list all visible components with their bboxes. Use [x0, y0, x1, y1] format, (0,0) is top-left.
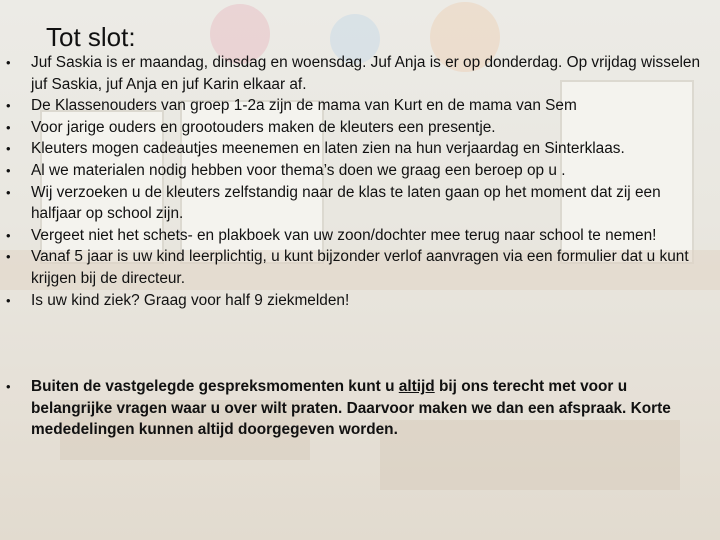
list-item-text: Kleuters mogen cadeautjes meenemen en laten zien na hun verjaardag en Sinterklaas.	[31, 140, 625, 158]
final-note-after: bij ons terecht met voor u belangrijke vragen waar u over wilt praten. Daarvoor maken we dan een afspraak. Korte mededelingen kunnen altijd doorgegeven worden.	[31, 378, 671, 439]
list-item	[0, 225, 715, 247]
list-item-text: Juf Saskia is er maandag, dinsdag en woensdag. Juf Anja is er op donderdag. Op vrijdag wisselen juf Saskia, juf Anja en juf Karin elkaar af.	[31, 54, 701, 93]
list-item	[0, 52, 715, 95]
bullet-glyph: •	[6, 141, 11, 157]
bullet-glyph: •	[6, 55, 11, 70]
bullet-glyph: •	[6, 227, 11, 243]
list-item	[0, 160, 715, 182]
bullet-glyph: •	[6, 379, 11, 394]
list-item-text: Al we materialen nodig hebben voor thema’s doen we graag een beroep op u .	[31, 161, 566, 179]
list-item-text: Voor jarige ouders en grootouders maken de kleuters een presentje.	[31, 118, 496, 136]
list-item-text: Vergeet niet het schets- en plakboek van uw zoon/dochter mee terug naar school te nemen!	[31, 226, 657, 244]
list-item	[0, 95, 715, 117]
bullet-glyph: •	[6, 119, 11, 135]
list-item	[0, 182, 715, 225]
list-item-text: Wij verzoeken u de kleuters zelfstandig naar de klas te laten gaan op het moment dat zij een halfjaar op school zijn.	[31, 183, 661, 223]
list-item	[0, 138, 715, 160]
bullet-glyph: •	[6, 162, 11, 178]
final-note-underlined: altijd	[398, 378, 435, 395]
list-item-text: De Klassenouders van groep 1-2a zijn de mama van Kurt en de mama van Sem	[31, 97, 577, 115]
list-item	[0, 117, 715, 139]
bullet-glyph: •	[6, 184, 11, 200]
bullet-glyph: •	[6, 292, 11, 308]
bullet-glyph: •	[6, 249, 11, 265]
info-list	[0, 52, 715, 311]
bullet-glyph: •	[6, 98, 11, 114]
list-item-text: Vanaf 5 jaar is uw kind leerplichtig, u kunt bijzonder verlof aanvragen via een formulier dat u kunt krijgen bij de directeur.	[31, 248, 689, 287]
final-note-before: Buiten de vastgelegde gespreksmomenten kunt u	[31, 378, 399, 395]
final-note-list	[0, 376, 715, 441]
list-item-text: Is uw kind ziek? Graag voor half 9 ziekmelden!	[31, 291, 350, 309]
list-item	[0, 290, 715, 312]
final-note-item	[0, 376, 715, 441]
slide-title: Tot slot:	[46, 22, 136, 52]
list-item	[0, 246, 715, 289]
